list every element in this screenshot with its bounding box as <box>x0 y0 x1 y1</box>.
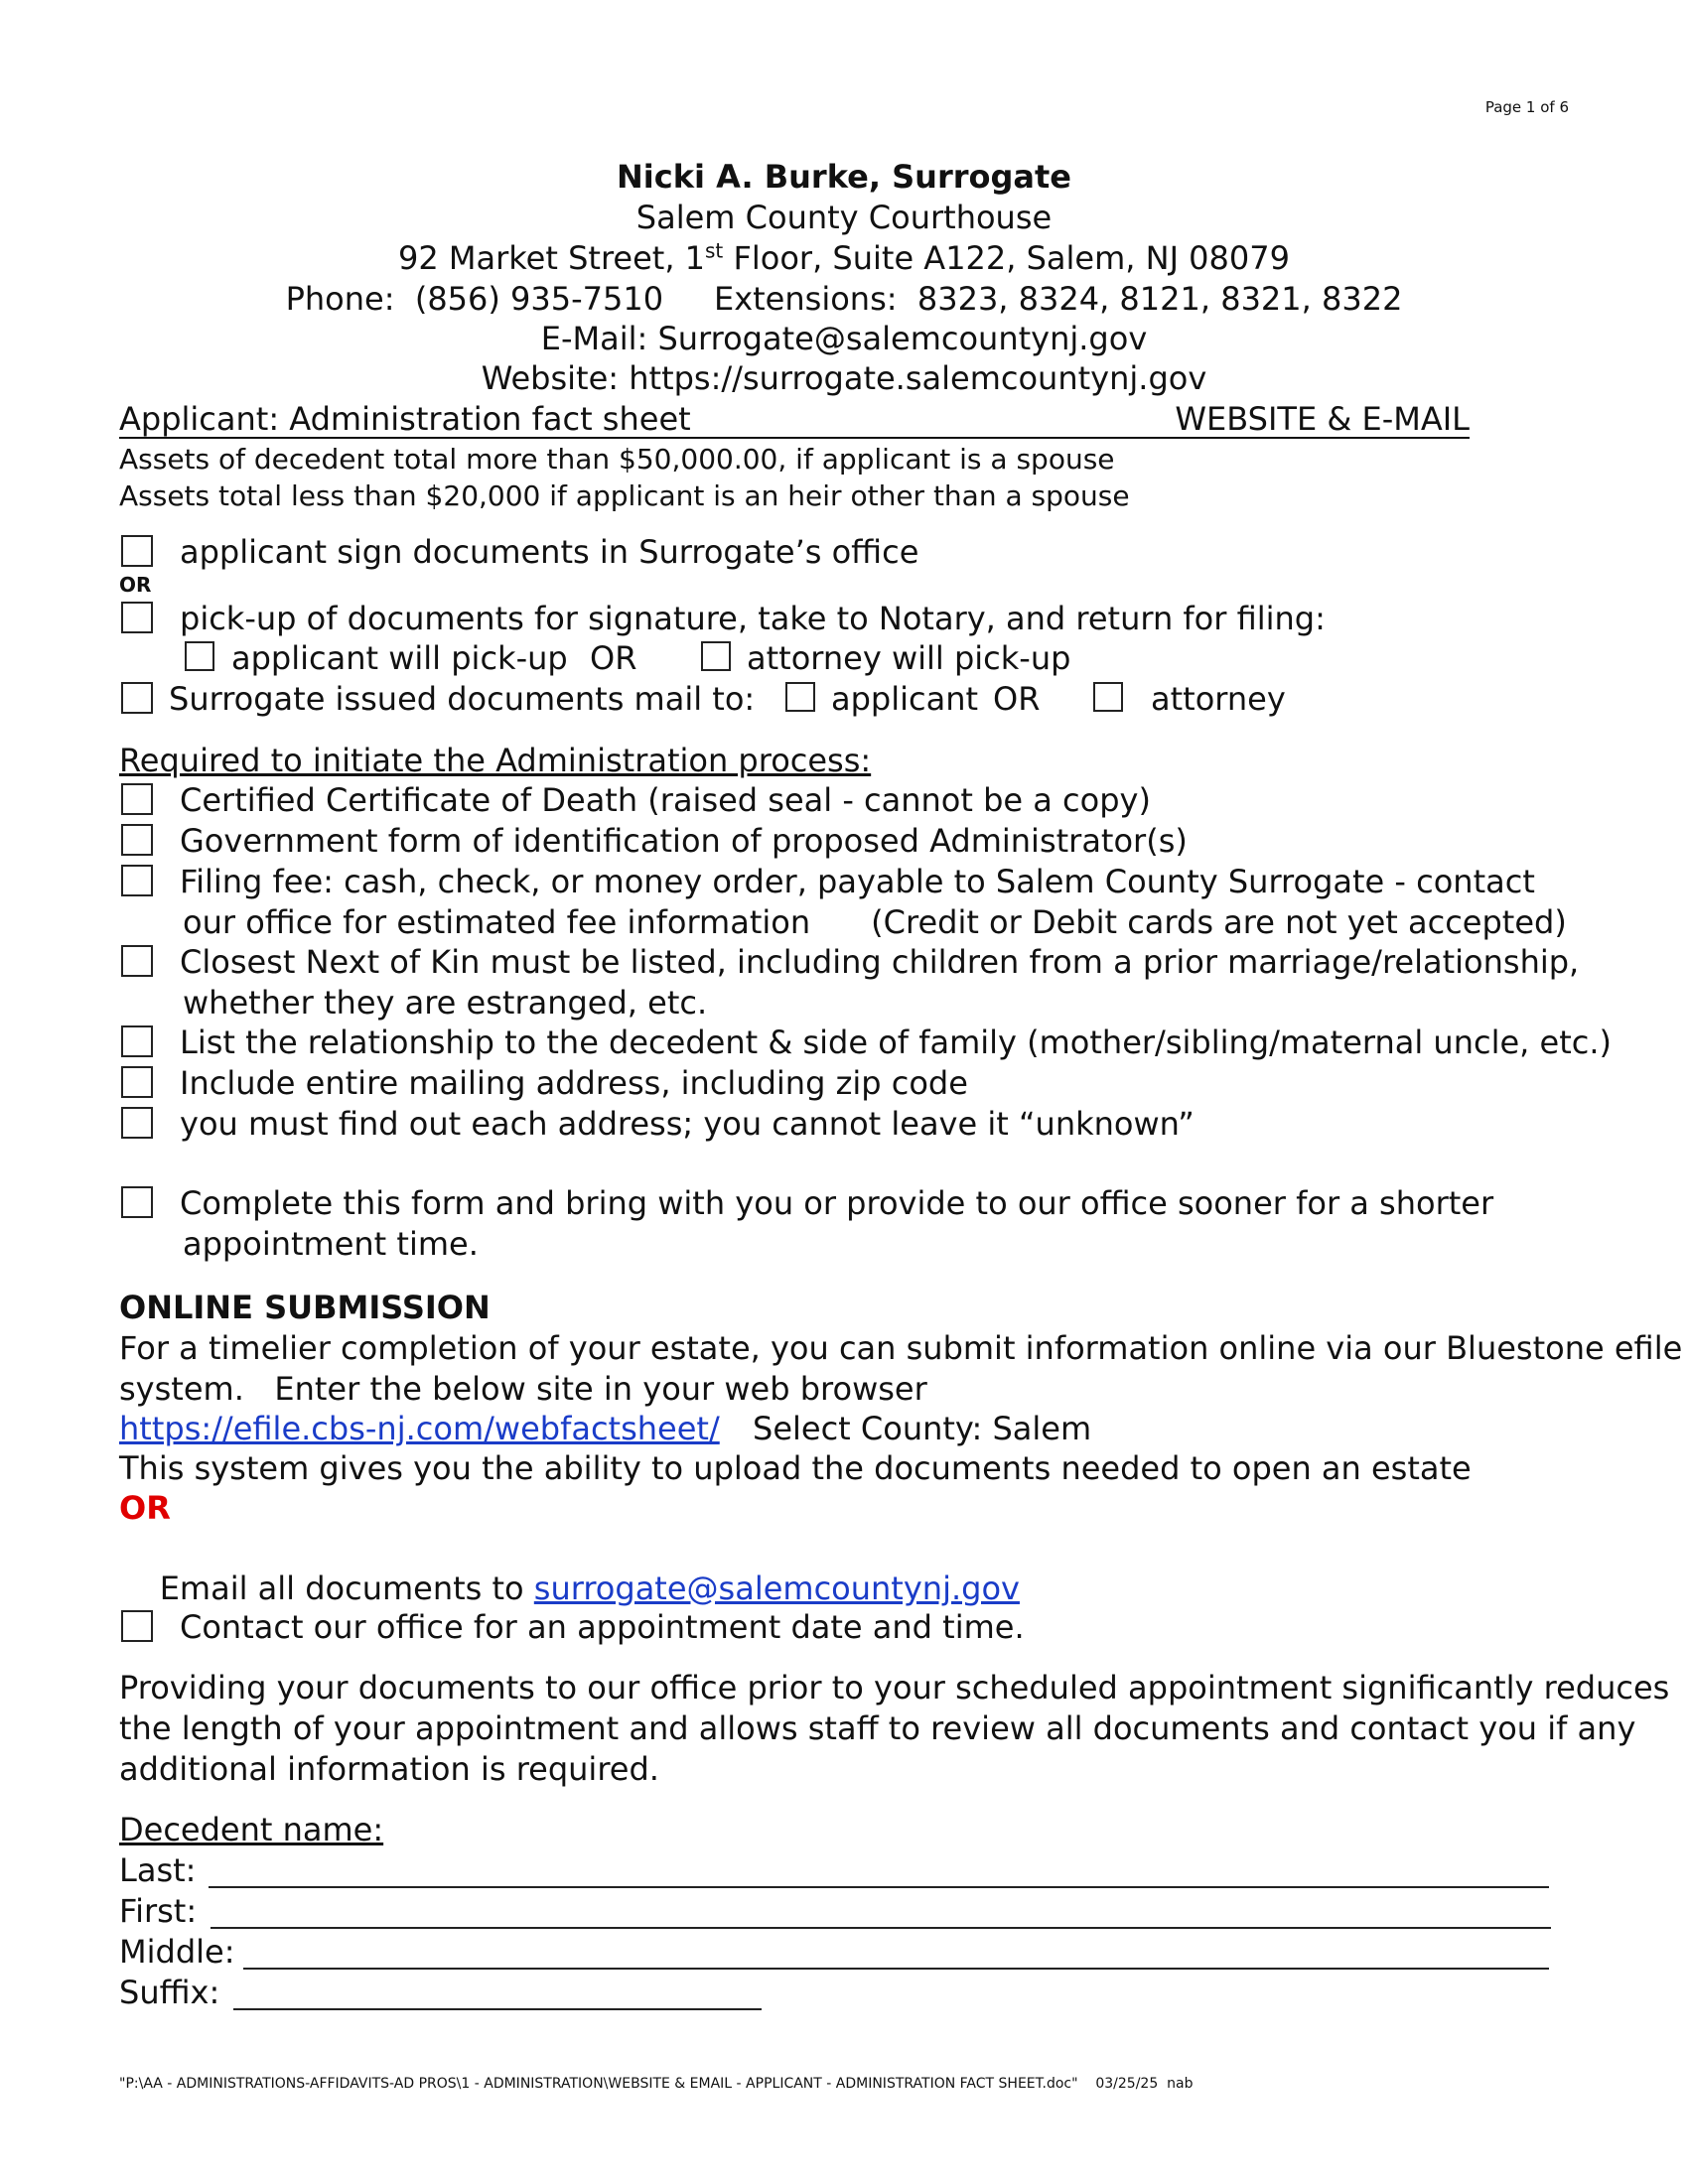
relationship-label: List the relationship to the decedent & side of family (mother/sibling/maternal uncle, etc.) <box>180 1024 1612 1061</box>
last-name-field[interactable] <box>209 1852 1549 1888</box>
attorney-pickup-checkbox[interactable] <box>701 641 731 671</box>
online-submission-header: ONLINE SUBMISSION <box>119 1289 491 1326</box>
decedent-name-header: Decedent name: <box>119 1811 384 1848</box>
courthouse-address <box>0 238 1688 278</box>
first-name-field[interactable] <box>211 1893 1551 1929</box>
contact-office-checkbox[interactable] <box>121 1610 153 1642</box>
providing-text-1: Providing your documents to our office prior to your scheduled appointment significantly reduces <box>119 1669 1670 1706</box>
efile-link[interactable]: https://efile.cbs-nj.com/webfactsheet/ <box>119 1410 720 1447</box>
address-superscript: st <box>705 238 724 263</box>
next-of-kin-label-1: Closest Next of Kin must be listed, including children from a prior marriage/relationship, <box>180 943 1580 981</box>
first-name-label: First: <box>119 1892 198 1930</box>
or-red-label: OR <box>119 1489 171 1527</box>
mail-attorney-label: attorney <box>1151 680 1286 718</box>
surrogate-name: Nicki A. Burke, Surrogate <box>616 158 1071 196</box>
death-certificate-checkbox[interactable] <box>121 783 153 815</box>
address-part-2: Floor, Suite A122, Salem, NJ 08079 <box>723 239 1290 277</box>
title-row <box>119 399 1470 439</box>
page-number: Page 1 of 6 <box>1484 98 1569 116</box>
applicant-pickup-label: applicant will pick-up <box>231 639 568 677</box>
providing-text-2: the length of your appointment and allows staff to review all documents and contact you if any <box>119 1709 1636 1747</box>
complete-form-checkbox[interactable] <box>121 1186 153 1218</box>
sign-in-office-label: applicant sign documents in Surrogate’s office <box>180 533 919 571</box>
or-label-pickup: OR <box>590 639 637 677</box>
find-address-checkbox[interactable] <box>121 1107 153 1139</box>
filing-fee-label-1: Filing fee: cash, check, or money order, payable to Salem County Surrogate - contact <box>180 863 1535 900</box>
title-right: WEBSITE & E-MAIL <box>1175 400 1470 438</box>
courthouse-name: Salem County Courthouse <box>635 199 1053 236</box>
attorney-pickup-label: attorney will pick-up <box>747 639 1071 677</box>
online-text-1: For a timelier completion of your estate, you can submit information online via our Bluestone efile <box>119 1329 1683 1367</box>
assets-line-1: Assets of decedent total more than $50,000.00, if applicant is a spouse <box>119 443 1115 476</box>
pickup-label: pick-up of documents for signature, take to Notary, and return for filing: <box>180 600 1326 637</box>
providing-text-3: additional information is required. <box>119 1750 659 1788</box>
mail-attorney-checkbox[interactable] <box>1093 682 1123 712</box>
email-documents-text: Email all documents to <box>159 1570 534 1607</box>
required-header: Required to initiate the Administration process: <box>119 742 872 779</box>
filing-fee-checkbox[interactable] <box>121 865 153 896</box>
death-certificate-label: Certified Certificate of Death (raised seal - cannot be a copy) <box>180 781 1151 819</box>
relationship-checkbox[interactable] <box>121 1025 153 1057</box>
next-of-kin-label-2: whether they are estranged, etc. <box>183 984 708 1022</box>
email-line: E-Mail: Surrogate@salemcountynj.gov <box>540 320 1148 357</box>
mail-to-label: Surrogate issued documents mail to: <box>169 680 756 718</box>
surrogate-email-link[interactable]: surrogate@salemcountynj.gov <box>533 1570 1020 1607</box>
pickup-checkbox[interactable] <box>121 602 153 633</box>
id-checkbox[interactable] <box>121 824 153 856</box>
phone-line: Phone: (856) 935-7510 Extensions: 8323, 8324, 8121, 8321, 8322 <box>285 280 1403 318</box>
select-county-text: Select County: Salem <box>753 1410 1092 1447</box>
next-of-kin-checkbox[interactable] <box>121 945 153 977</box>
find-address-label: you must find out each address; you cannot leave it “unknown” <box>180 1105 1195 1143</box>
suffix-label: Suffix: <box>119 1974 220 2011</box>
footer-path: "P:\AA - ADMINISTRATIONS-AFFIDAVITS-AD PROS\1 - ADMINISTRATION\WEBSITE & EMAIL - APPLICANT - ADMINISTRATION FACT SHEET.doc" 03/25/25 nab <box>119 2076 1194 2092</box>
or-label-small: OR <box>119 573 152 597</box>
middle-name-field[interactable] <box>243 1934 1549 1970</box>
id-label: Government form of identification of proposed Administrator(s) <box>180 822 1188 860</box>
last-name-label: Last: <box>119 1851 197 1889</box>
title-left: Applicant: Administration fact sheet <box>119 400 691 438</box>
or-label-mail: OR <box>993 680 1041 718</box>
contact-office-label: Contact our office for an appointment date and time. <box>180 1608 1025 1646</box>
applicant-pickup-checkbox[interactable] <box>185 641 214 671</box>
complete-form-label-1: Complete this form and bring with you or provide to our office sooner for a shorter <box>180 1184 1494 1222</box>
mail-to-checkbox[interactable] <box>121 682 153 714</box>
complete-form-label-2: appointment time. <box>183 1225 479 1263</box>
mailing-address-checkbox[interactable] <box>121 1066 153 1098</box>
mailing-address-label: Include entire mailing address, including zip code <box>180 1064 968 1102</box>
mail-applicant-checkbox[interactable] <box>785 682 815 712</box>
online-text-2: system. Enter the below site in your web browser <box>119 1370 927 1408</box>
suffix-field[interactable] <box>233 1975 762 2010</box>
website-line: Website: https://surrogate.salemcountynj.gov <box>481 359 1207 397</box>
assets-line-2: Assets total less than $20,000 if applicant is an heir other than a spouse <box>119 479 1130 512</box>
sign-in-office-checkbox[interactable] <box>121 535 153 567</box>
mail-applicant-label: applicant <box>831 680 979 718</box>
middle-name-label: Middle: <box>119 1933 235 1971</box>
address-part: 92 Market Street, 1 <box>398 239 706 277</box>
online-text-3: This system gives you the ability to upload the documents needed to open an estate <box>119 1449 1472 1487</box>
filing-fee-label-2: our office for estimated fee information (Credit or Debit cards are not yet accepted) <box>183 903 1567 941</box>
